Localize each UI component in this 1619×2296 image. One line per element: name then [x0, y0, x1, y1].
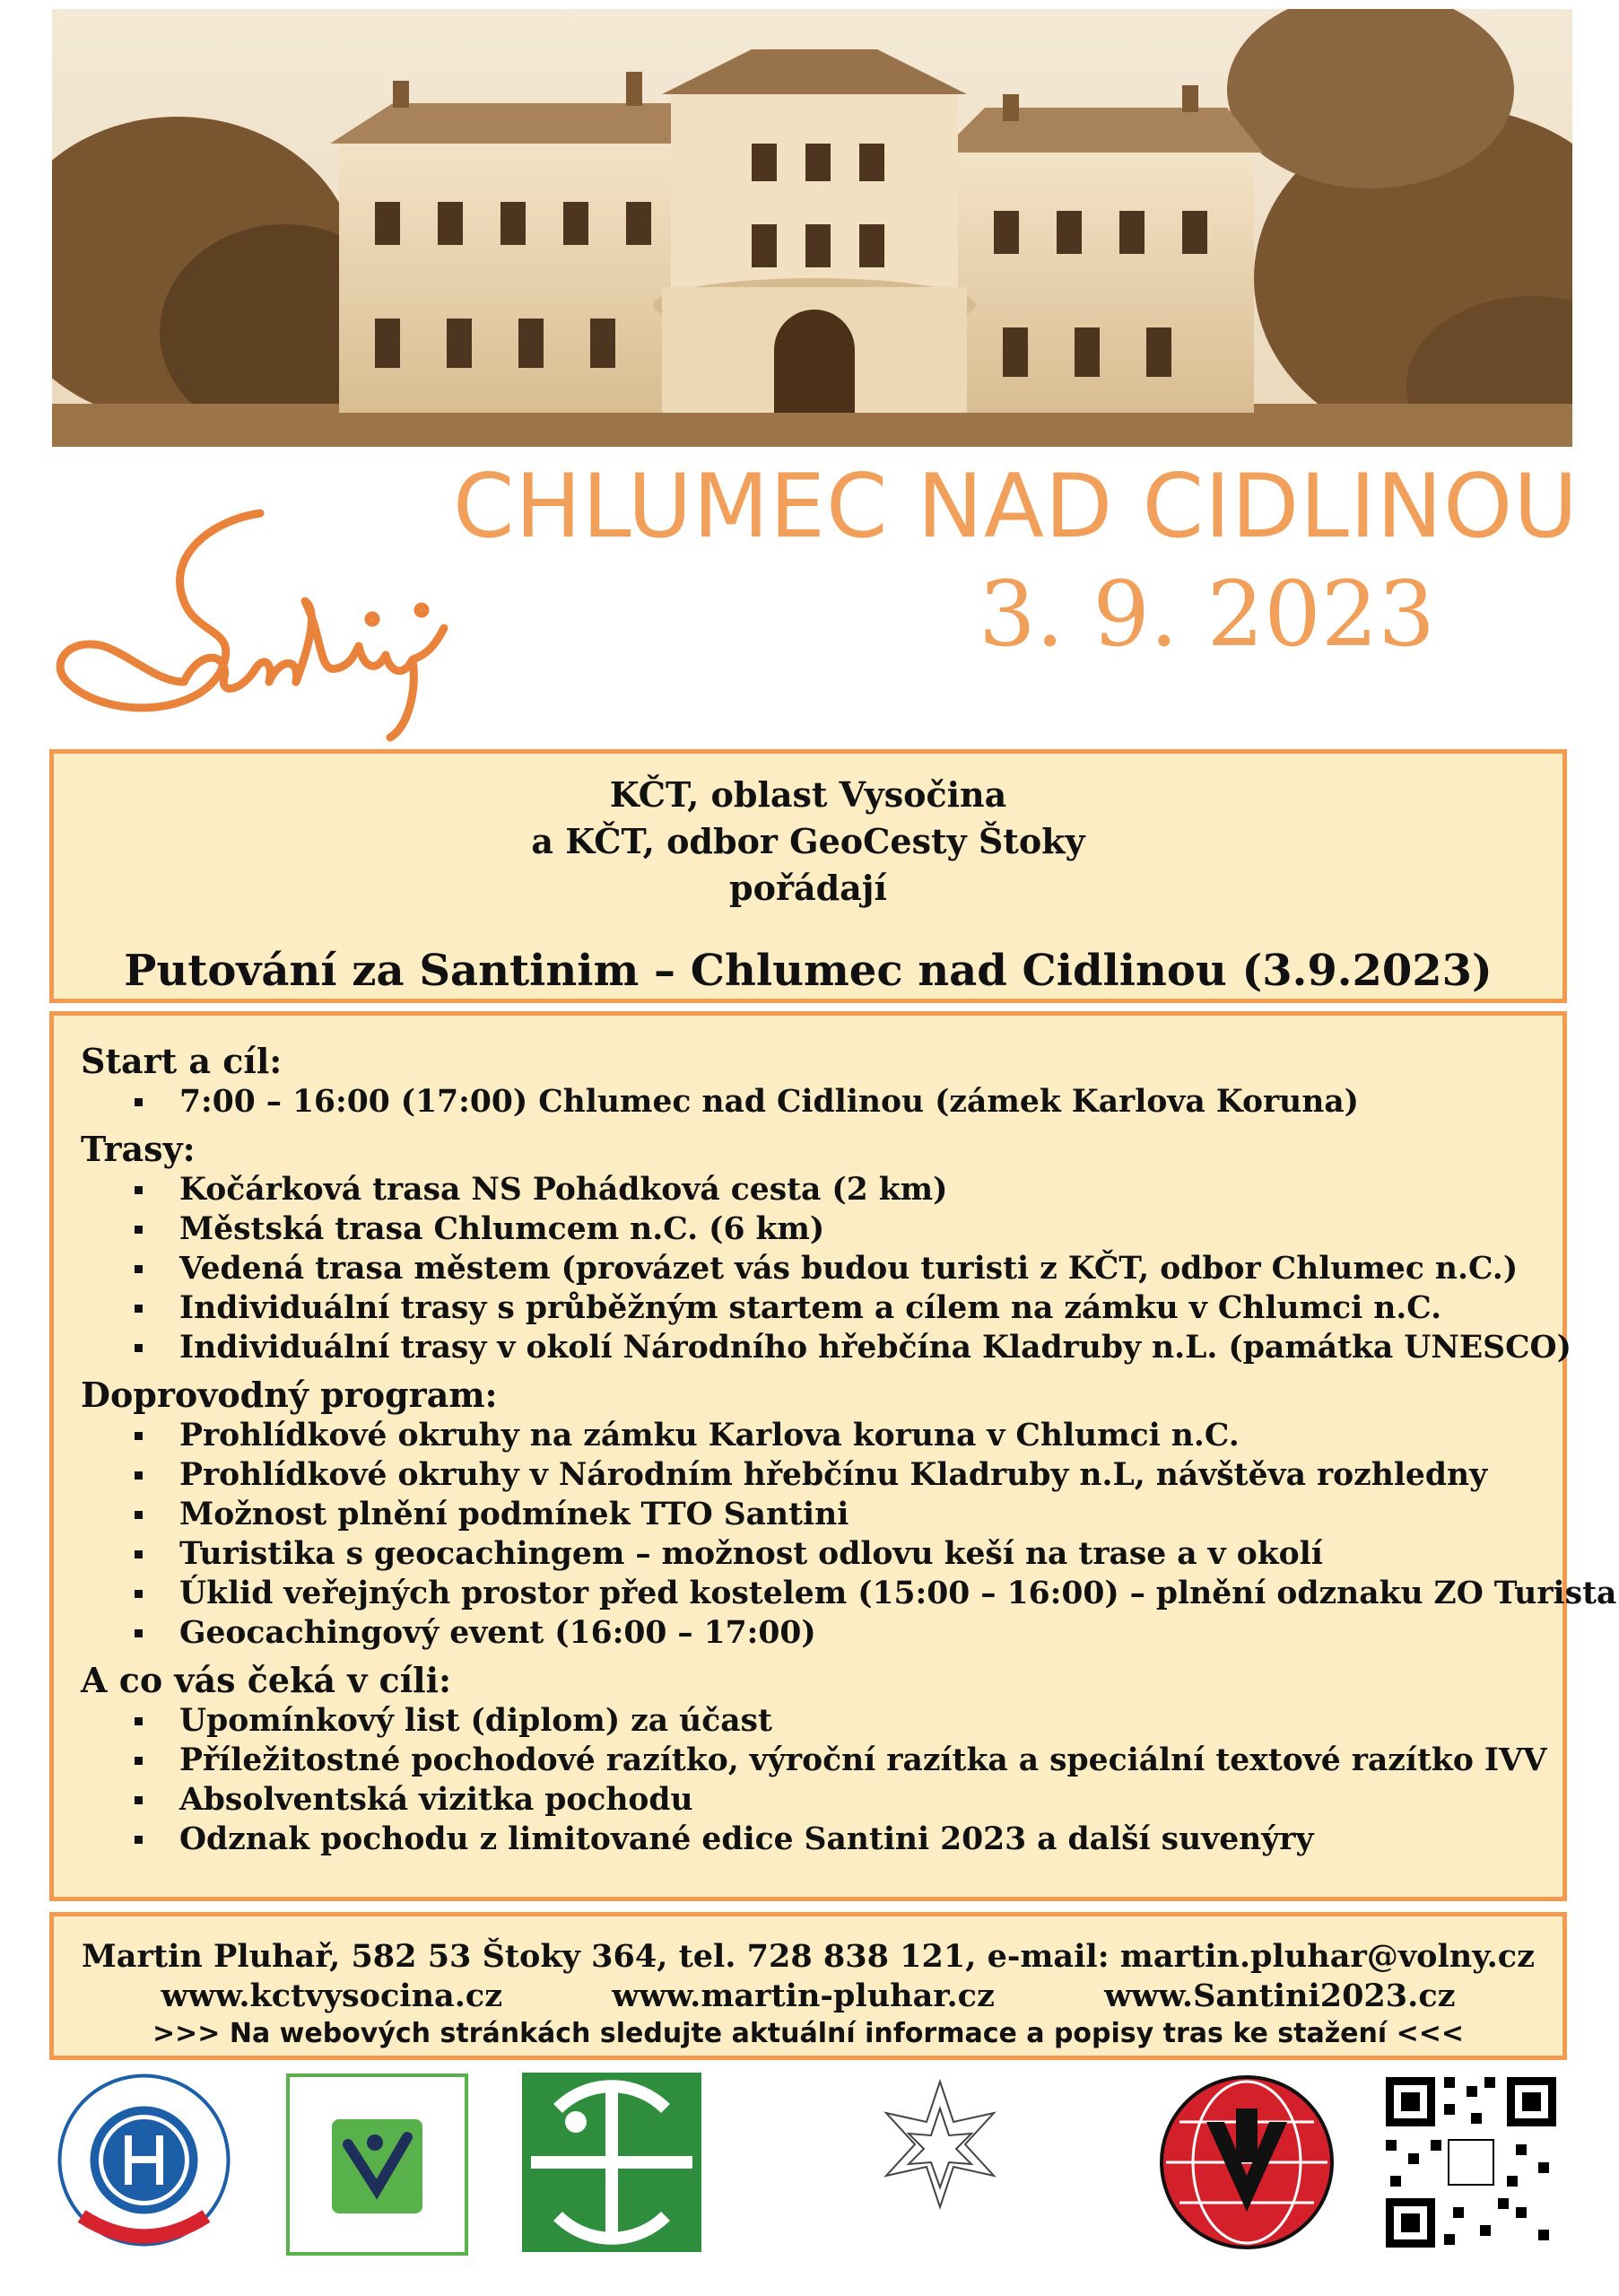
geocaching-logo [522, 2073, 701, 2256]
kct-vysocina-logo [57, 2073, 231, 2251]
list-item: Odznak pochodu z limitované edice Santini 2023 a další suvenýry [179, 1820, 1562, 1859]
page-title: CHLUMEC NAD CIDLINOU [452, 456, 1579, 558]
organizer-line-2: a KČT, odbor GeoCesty Štoky [531, 821, 1085, 861]
organizer-line-3: pořádají [729, 868, 887, 908]
section-heading: A co vás čeká v cíli: [81, 1660, 452, 1700]
event-date: 3. 9. 2023 [979, 562, 1435, 667]
website-link-martin-pluhar[interactable]: www.martin-pluhar.cz [612, 1977, 995, 2014]
qr-code-icon[interactable] [1381, 2073, 1561, 2256]
list-item: Prohlídkové okruhy v Národním hřebčínu Kladruby n.L, návštěva rozhledny [179, 1455, 1562, 1495]
list-item: Kočárková trasa NS Pohádková cesta (2 km) [179, 1170, 1562, 1209]
info-note: >>> Na webových stránkách sledujte aktuální informace a popisy tras ke stažení <<< [152, 2018, 1465, 2049]
section-heading: Start a cíl: [81, 1041, 283, 1081]
organizer-line-1: KČT, oblast Vysočina [609, 774, 1007, 815]
section-heading: Doprovodný program: [81, 1375, 498, 1415]
section-program [81, 1375, 1617, 1653]
list-item: Městská trasa Chlumcem n.C. (6 km) [179, 1209, 1562, 1249]
list-item: Individuální trasy v okolí Národního hřebčína Kladruby n.L. (památka UNESCO) [179, 1330, 1571, 1366]
list-item: Geocachingový event (16:00 – 17:00) [179, 1613, 1562, 1653]
list-item: Upomínkový list (diplom) za účast [179, 1701, 1562, 1741]
chateau-photo [52, 9, 1572, 447]
geocesty-stoky-logo [285, 2073, 469, 2260]
section-routes [81, 1129, 1571, 1367]
website-row [54, 1977, 1562, 2015]
organizers-box [49, 749, 1567, 1003]
ivv-logo [1157, 2073, 1336, 2256]
program-box [49, 1011, 1617, 1901]
list-item: Absolventská vizitka pochodu [179, 1780, 1562, 1820]
list-item: Úklid veřejných prostor před kostelem (15:00 – 16:00) – plnění odznaku ZO Turista [179, 1576, 1617, 1611]
website-link-kctvysocina[interactable]: www.kctvysocina.cz [161, 1977, 503, 2014]
contact-line: Martin Pluhař, 582 53 Štoky 364, tel. 728 838 121, e-mail: martin.pluhar@volny.cz [82, 1938, 1535, 1975]
list-item: Turistika s geocachingem – možnost odlovu keší na trase a v okolí [179, 1534, 1562, 1574]
section-finish [81, 1660, 1562, 1859]
website-link-santini2023[interactable]: www.Santini2023.cz [1104, 1977, 1456, 2014]
section-heading: Trasy: [81, 1129, 196, 1169]
list-item: Vedená trasa městem (provázet vás budou turisti z KČT, odbor Chlumec n.C.) [179, 1249, 1562, 1288]
list-item: Příležitostné pochodové razítko, výroční razítka a speciální textové razítko IVV [179, 1741, 1562, 1780]
santini-pilgrimage-logo [752, 2073, 1128, 2256]
list-item: Individuální trasy s průběžným startem a cílem na zámku v Chlumci n.C. [179, 1288, 1562, 1328]
list-item: 7:00 – 16:00 (17:00) Chlumec nad Cidlinou (zámek Karlova Koruna) [179, 1082, 1562, 1122]
contact-box [49, 1912, 1567, 2060]
section-start [81, 1041, 1562, 1122]
list-item: Možnost plnění podmínek TTO Santini [179, 1495, 1562, 1534]
list-item: Prohlídkové okruhy na zámku Karlova koruna v Chlumci n.C. [179, 1416, 1562, 1455]
event-title: Putování za Santinim – Chlumec nad Cidlinou (3.9.2023) [124, 946, 1493, 996]
